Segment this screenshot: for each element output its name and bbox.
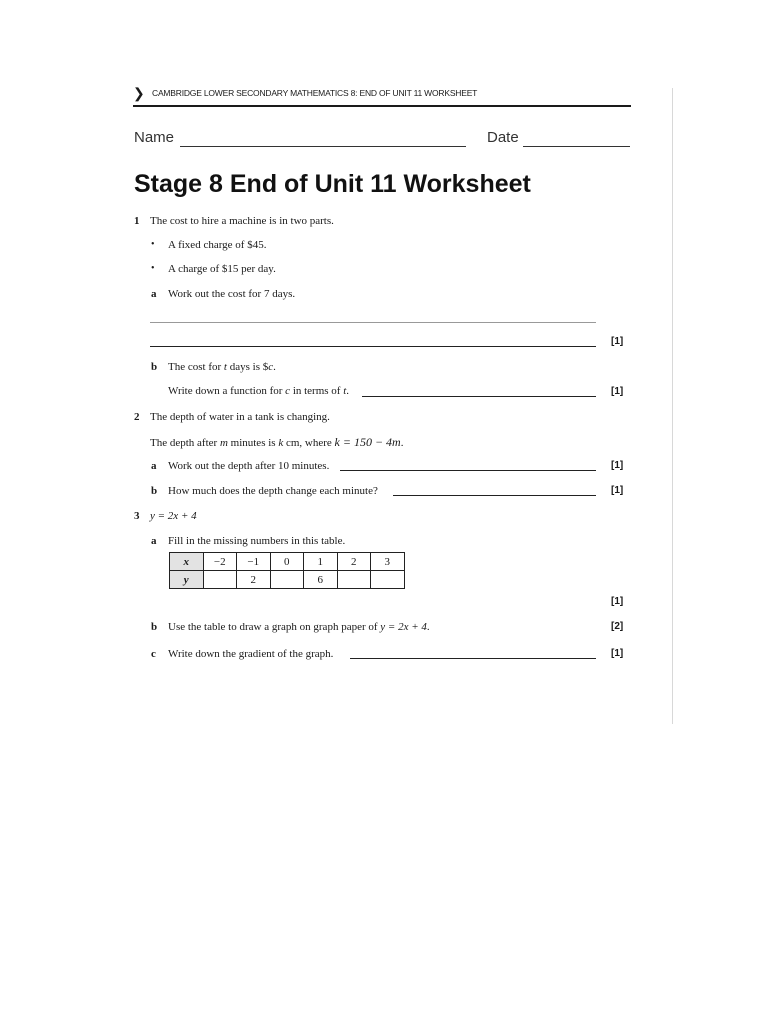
question-1b-instruction: Write down a function for c in terms of t. (168, 385, 350, 397)
question-3b-text: Use the table to draw a graph on graph paper of y = 2x + 4. (168, 621, 430, 633)
answer-line-1b[interactable] (362, 396, 596, 397)
answer-line-1a-2[interactable] (150, 346, 596, 347)
question-2a-label: a (151, 460, 157, 472)
name-label: Name (134, 129, 175, 146)
bullet-icon: • (151, 239, 155, 250)
chevron-right-icon: ❯ (133, 85, 145, 101)
table-cell-x: 0 (270, 553, 304, 571)
table-cell-y[interactable] (203, 571, 237, 589)
value-table (169, 552, 405, 589)
question-3a-mark: [1] (611, 596, 624, 607)
table-cell-y[interactable] (270, 571, 304, 589)
question-3-equation: y = 2x + 4 (150, 510, 197, 522)
worksheet-header (133, 85, 631, 107)
question-3-number: 3 (134, 510, 140, 522)
question-2-text: The depth of water in a tank is changing. (150, 411, 330, 423)
table-cell-y[interactable] (371, 571, 405, 589)
table-cell-x: −2 (203, 553, 237, 571)
question-2-number: 2 (134, 411, 140, 423)
question-3c-label: c (151, 648, 156, 660)
page-edge-divider (672, 88, 673, 724)
table-row-x (170, 553, 405, 571)
question-1b-text: The cost for t days is $c. (168, 361, 276, 373)
bullet-icon: • (151, 263, 155, 274)
table-cell-x: 2 (337, 553, 371, 571)
question-2a-mark: [1] (611, 460, 624, 471)
question-2b-text: How much does the depth change each minute? (168, 485, 378, 497)
answer-line-3c[interactable] (350, 658, 596, 659)
question-1b-mark: [1] (611, 386, 624, 397)
question-2-condition: The depth after m minutes is k cm, where k = 150 − 4m. (150, 435, 404, 449)
date-label: Date (487, 129, 519, 146)
table-header-y: y (170, 571, 204, 589)
question-2b-label: b (151, 485, 158, 497)
formula: k = 150 − 4m (334, 435, 401, 449)
question-3c-text: Write down the gradient of the graph. (168, 648, 334, 660)
question-1a-text: Work out the cost for 7 days. (168, 288, 296, 300)
question-1a-mark: [1] (611, 336, 624, 347)
table-cell-y[interactable] (337, 571, 371, 589)
question-3a-label: a (151, 535, 157, 547)
question-3c-mark: [1] (611, 648, 624, 659)
question-3b-mark: [2] (611, 621, 624, 632)
page-title: Stage 8 End of Unit 11 Worksheet (134, 170, 531, 198)
table-cell-x: 3 (371, 553, 405, 571)
question-3a-text: Fill in the missing numbers in this table. (168, 535, 346, 547)
question-1a-label: a (151, 288, 157, 300)
question-1-text: The cost to hire a machine is in two parts. (150, 215, 334, 227)
question-1-bullet-2: A charge of $15 per day. (168, 263, 276, 275)
answer-line-2a[interactable] (340, 470, 596, 471)
name-field[interactable] (180, 146, 466, 147)
answer-line-2b[interactable] (393, 495, 596, 496)
question-1-bullet-1: A fixed charge of $45. (168, 239, 267, 251)
question-3b-label: b (151, 621, 158, 633)
question-1-number: 1 (134, 215, 140, 227)
table-cell-x: −1 (237, 553, 271, 571)
question-2a-text: Work out the depth after 10 minutes. (168, 460, 330, 472)
table-cell-y: 2 (237, 571, 271, 589)
header-text: CAMBRIDGE LOWER SECONDARY MATHEMATICS 8: END OF UNIT 11 WORKSHEET (152, 88, 478, 98)
question-2b-mark: [1] (611, 485, 624, 496)
date-field[interactable] (523, 146, 630, 147)
question-1b-label: b (151, 361, 158, 373)
table-cell-x: 1 (304, 553, 338, 571)
table-cell-y: 6 (304, 571, 338, 589)
table-header-x: x (170, 553, 204, 571)
table-row-y (170, 571, 405, 589)
answer-line-1a-1[interactable] (150, 322, 596, 323)
